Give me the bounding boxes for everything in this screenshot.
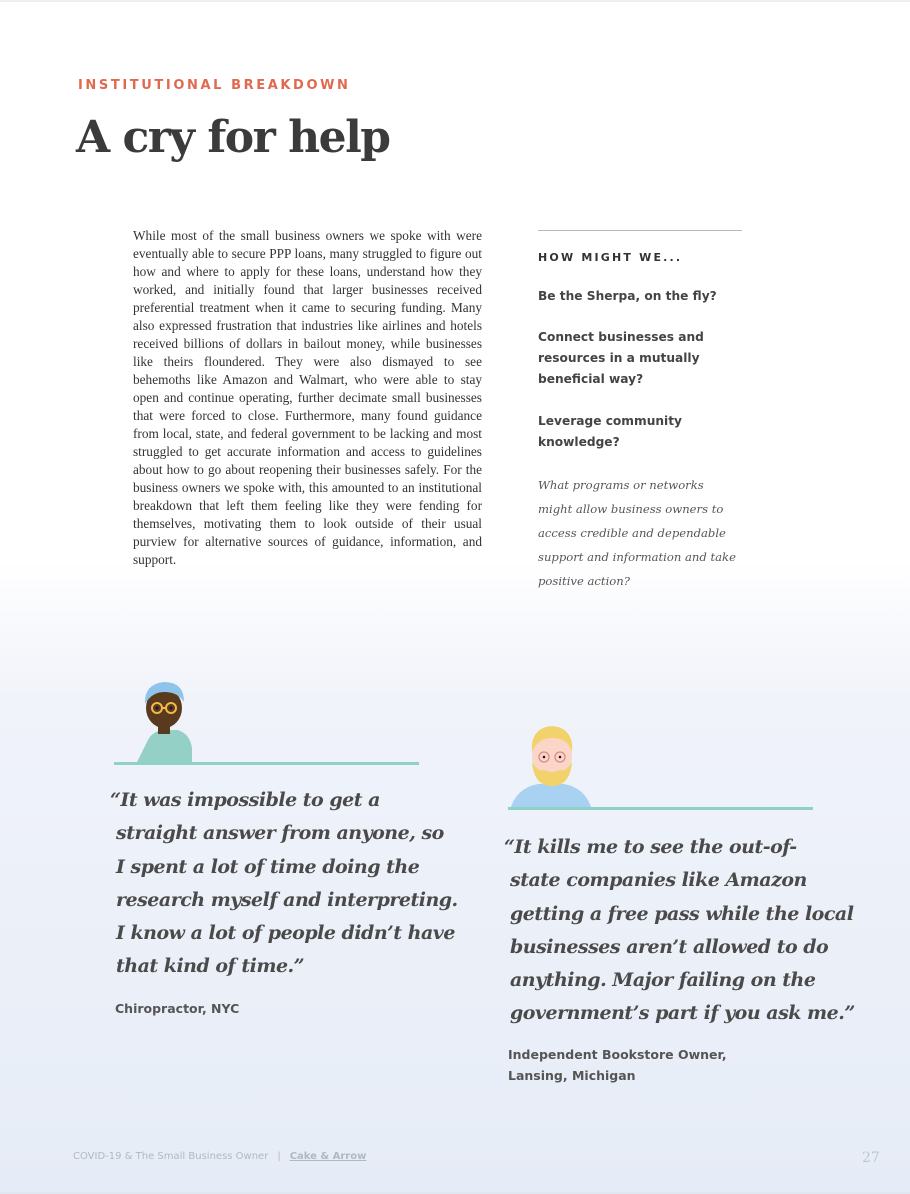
quote-rule <box>114 762 419 765</box>
quote-line: I spent a lot of time doing the <box>116 855 420 878</box>
customer-quote <box>110 784 458 984</box>
quote-rule <box>508 807 813 810</box>
customer-quote <box>504 831 855 1031</box>
attribution-line: Independent Bookstore Owner, <box>508 1047 727 1062</box>
footer-brand-link[interactable]: Cake & Arrow <box>289 1151 367 1162</box>
attribution-line: Lansing, Michigan <box>508 1068 636 1083</box>
body-paragraph: While most of the small business owners we spoke with were eventually able to secure PPP loans, many struggled to figure out how and where to apply for these loans, understand how they worked, and initially found that larger businesses received preferential treatment when it came to securing funding. Many also expressed frustration that industries like airlines and hotels received billions of dollars in bailout money, while businesses like theirs floundered. They were also dismayed to see behemoths like Amazon and Walmart, who were able to stay open and continue operating, further decimate small businesses that were forced to close. Furthermore, many found guidance from local, state, and federal government to be lacking and most struggled to get accurate information and access to guidelines about how to go about reopening their businesses safely. For the business owners we spoke with, this amounted to an institutional breakdown that left them feeling like they were fending for themselves, motivating them to look outside of their usual purview for alternative sources of guidance, information, and support. <box>133 228 482 567</box>
page-footer <box>73 1151 366 1162</box>
quote-attribution: Chiropractor, NYC <box>115 1001 240 1016</box>
quote-line: “It was impossible to get a <box>110 789 380 811</box>
quote-attribution <box>508 1044 727 1086</box>
footer-doc-title: COVID-19 & The Small Business Owner <box>73 1151 269 1162</box>
top-divider <box>0 0 910 2</box>
quote-line: I know a lot of people didn’t have <box>116 922 455 945</box>
quote-line: government’s part if you ask me.” <box>510 1002 855 1025</box>
quote-line: “It kills me to see the out-of- <box>504 836 797 858</box>
sidebar-divider <box>538 230 742 231</box>
page-title: A cry for help <box>76 112 390 163</box>
quote-line: anything. Major failing on the <box>510 969 816 992</box>
person-avatar-illustration <box>130 678 200 766</box>
sidebar-heading: HOW MIGHT WE... <box>538 251 683 264</box>
person-avatar-illustration <box>508 722 594 810</box>
avatar-shirt <box>136 730 192 764</box>
sidebar-item: Leverage community knowledge? <box>538 414 683 449</box>
footer-separator: | <box>277 1151 281 1162</box>
quote-line: businesses aren’t allowed to do <box>510 935 829 958</box>
quote-line: research myself and interpreting. <box>116 888 458 911</box>
section-eyebrow: INSTITUTIONAL BREAKDOWN <box>78 78 351 93</box>
sidebar-item: Connect businesses and resources in a mutually beneficial way? <box>538 330 704 386</box>
quote-line: straight answer from anyone, so <box>116 822 444 845</box>
quote-line: state companies like Amazon <box>510 869 807 892</box>
quote-line: getting a free pass while the local <box>510 902 854 925</box>
sidebar-item: Be the Sherpa, on the fly? <box>538 289 717 303</box>
sidebar-question: What programs or networks might allow business owners to access credible and dependable support and information and take positive action? <box>538 478 736 588</box>
quote-line: that kind of time.” <box>116 955 305 978</box>
page-number: 27 <box>862 1150 880 1166</box>
